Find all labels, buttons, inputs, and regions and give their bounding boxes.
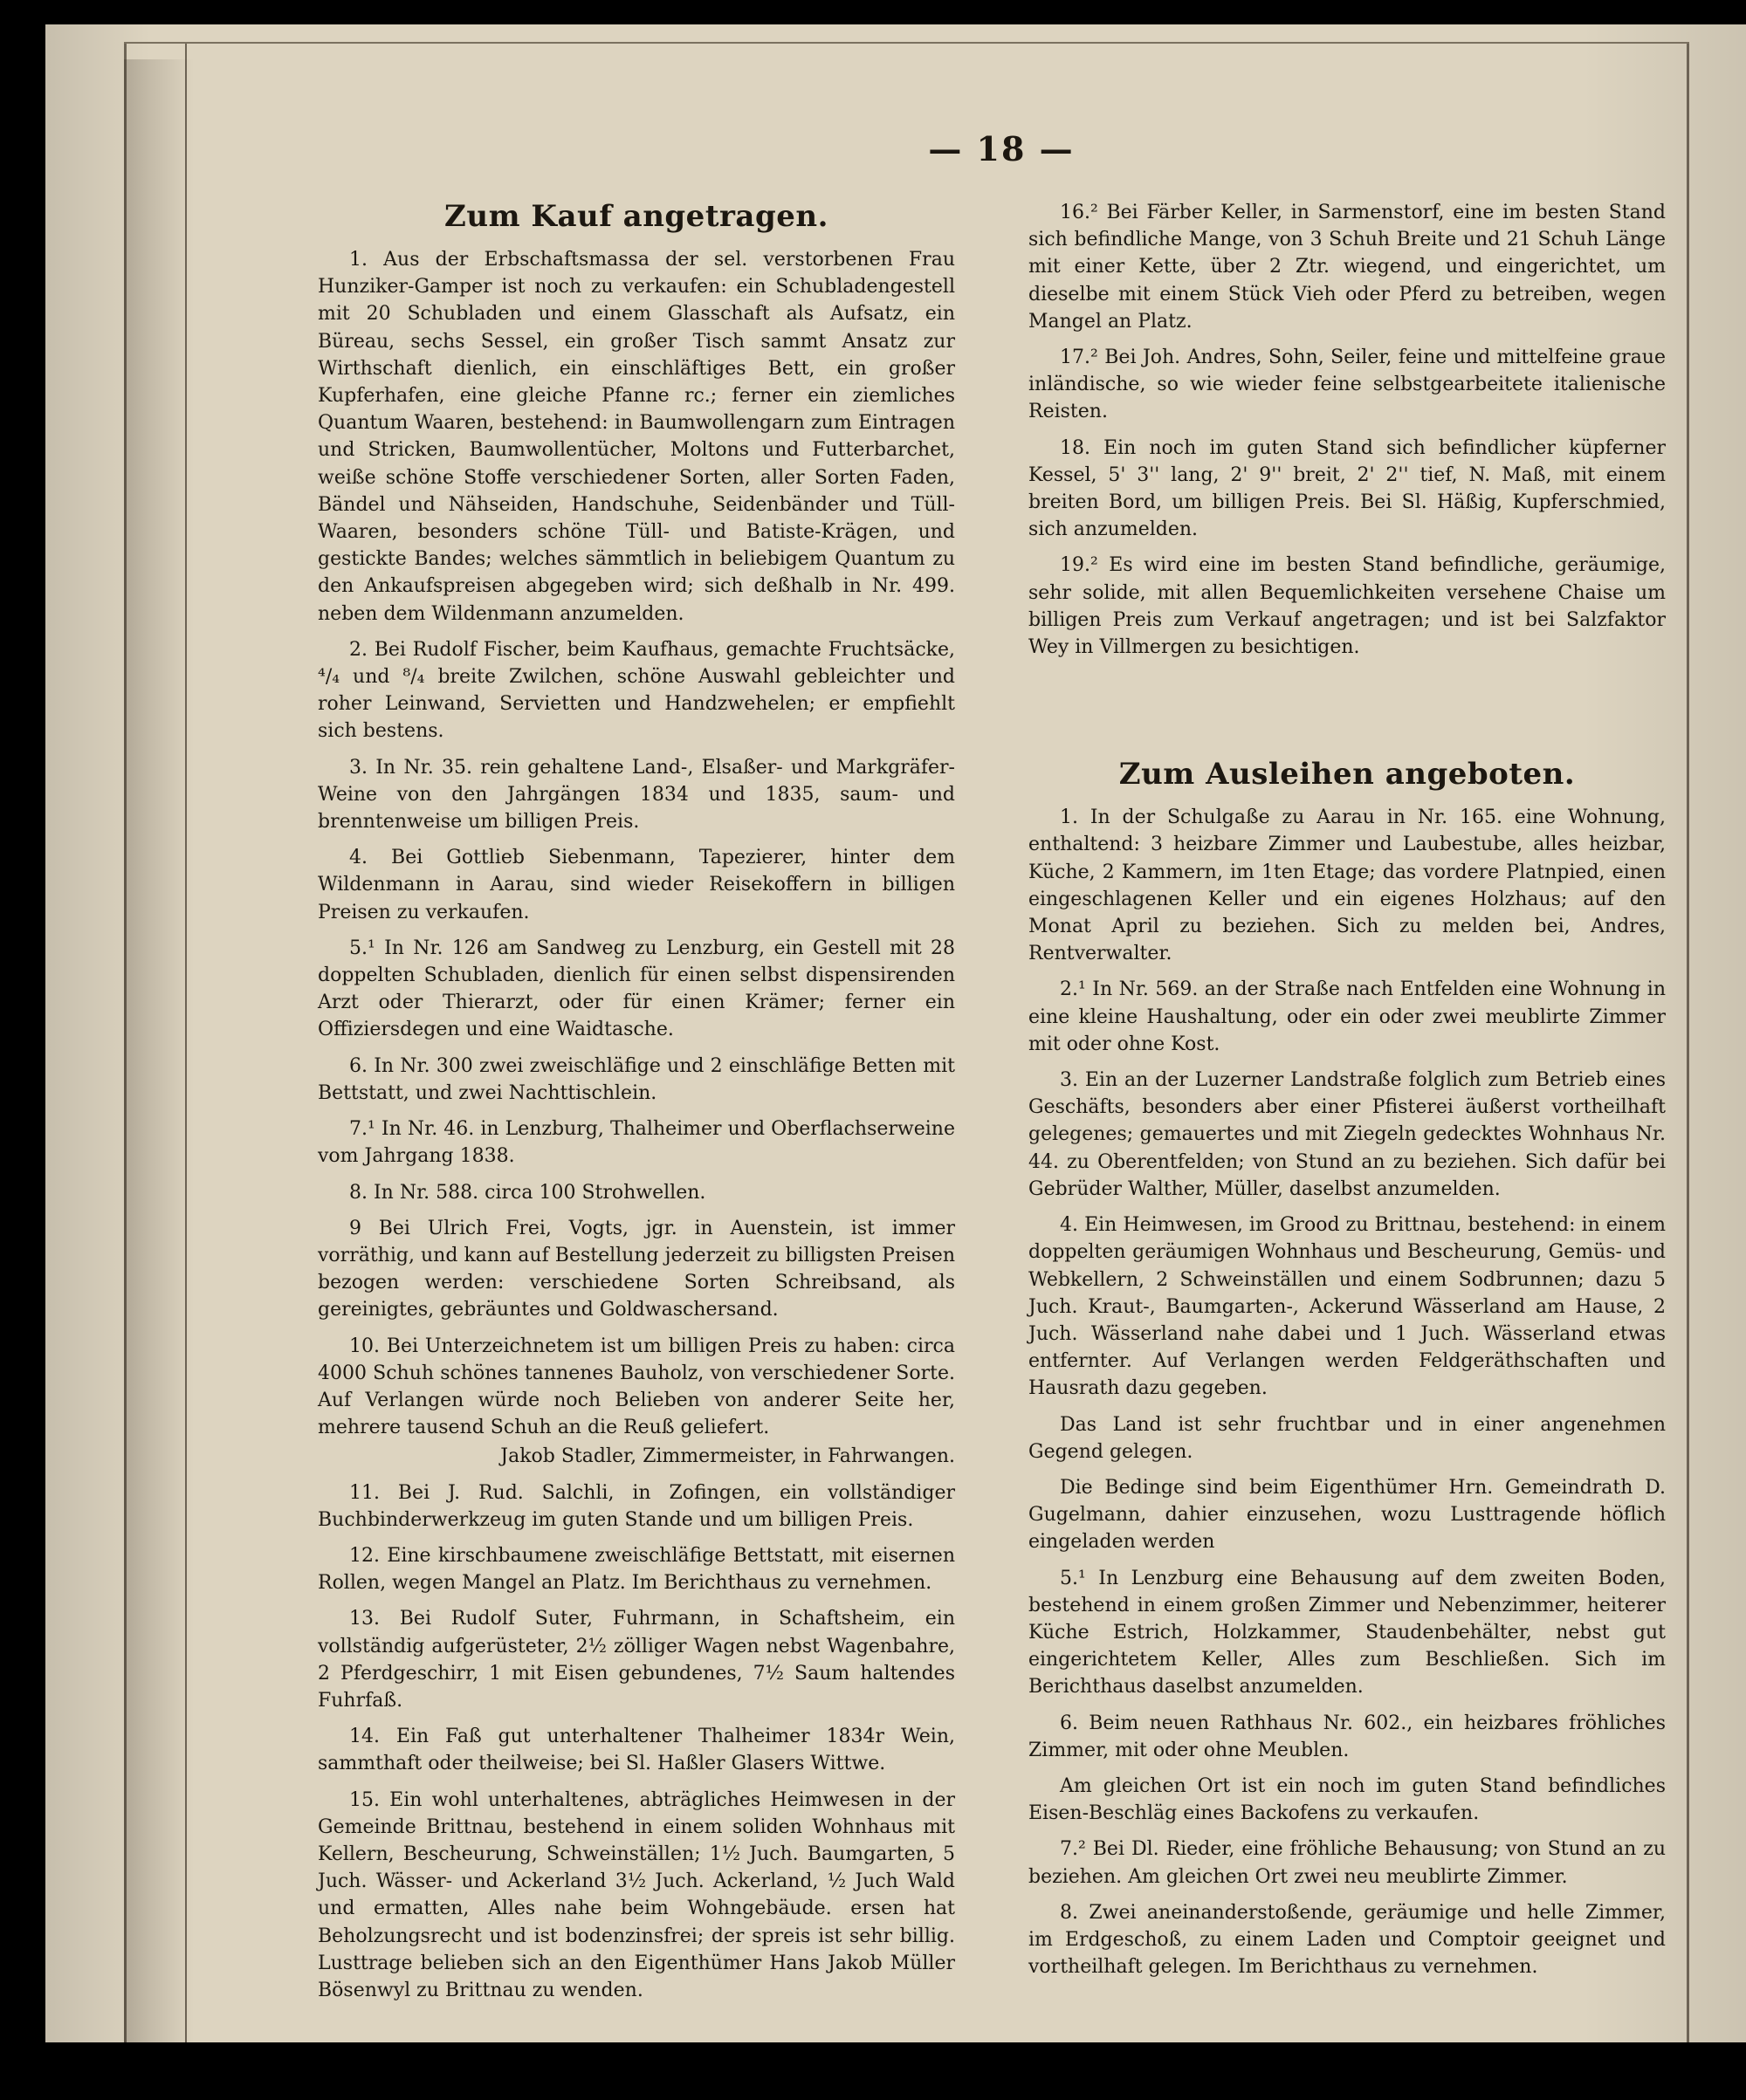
sale-entry: 15. Ein wohl unterhaltenes, abträgliches Heimwesen in der Gemeinde Brittnau, bestehend in einem soliden Wohnhaus mit Kellern, Bescheurung, Schweinställen; 1½ Juch. Baumgarten, 5 Juch. Wässer- und Ackerland 3½ Juch. Ackerland, ½ Juch Wald und ermatten, Alles nahe beim Wohngebäude. ersen hat Beholzungsrecht und ist bodenzinsfrei; der spreis ist sehr billig. Lusttrage belieben sich an den Eigenthümer Hans Jakob Müller Bösenwyl zu Brittnau zu wenden. — [318, 1788, 955, 2001]
page-number: — 18 — — [928, 129, 1075, 168]
sale-entry: 1. Aus der Erbschaftsmassa der sel. verstorbenen Frau Hunziker-Gamper ist noch zu verkaufen: ein Schubladengestell mit 20 Schubladen und einem Glasschaft als Aufsatz, ein Büreau, sechs Sessel, ein großer Tisch sammt Ansatz zur Wirthschaft dienlich, ein einschläftiges Bett, ein großer Kupferhafen, eine gleiche Pfanne rc.; ferner ein ziemliches Quantum Waaren, bestehend: in Baumwollengarn zum Eintragen und Stricken, Baumwollentücher, Moltons und Futterbarchet, weiße schöne Stoffe verschiedener Sorten, aller Sorten Faden, Bändel und Nähseiden, Handschuhe, Seidenbänder und Tüll-Waaren, besonders schöne Tüll- und Batiste-Krägen, und gestickte Bandes; welches sämmtlich in beliebigem Quantum zu den Ankaufspreisen abgegeben wird; sich deßhalb in Nr. 499. neben dem Wildenmann anzumelden. — [318, 249, 955, 625]
sale-entry: 12. Eine kirschbaumene zweischläfige Bettstatt, mit eisernen Rollen, wegen Mangel an Platz. Im Berichthaus zu vernehmen. — [318, 1544, 955, 1595]
section-heading-sale: Zum Kauf angetragen. — [444, 199, 828, 234]
sale-entry: 7.¹ In Nr. 46. in Lenzburg, Thalheimer und Oberflachserweine vom Jahrgang 1838. — [318, 1118, 955, 1168]
lending-entry: Am gleichen Ort ist ein noch im guten Stand befindliches Eisen-Beschläg eines Backofens zu verkaufen. — [1028, 1774, 1666, 1825]
sale-entry: 8. In Nr. 588. circa 100 Strohwellen. — [349, 1181, 706, 1204]
lending-entry: 1. In der Schulgaße zu Aarau in Nr. 165. eine Wohnung, enthaltend: 3 heizbare Zimmer und Laubestube, alles heizbar, Küche, 2 Kammern, im 1ten Etage; das vordere Platnpied, einen eingeschlagenen Keller und ein eigenes Holzhaus; auf den Monat April zu beziehen. Sich zu melden bei, Andres, Rentverwalter. — [1028, 806, 1666, 965]
sale-entry: 2. Bei Rudolf Fischer, beim Kaufhaus, gemachte Fruchtsäcke, ⁴/₄ und ⁸/₄ breite Zwilchen, schöne Auswahl gebleichter und roher Leinwand, Servietten und Handzwehelen; er empfiehlt sich bestens. — [318, 638, 955, 743]
lending-entry: Die Bedinge sind beim Eigenthümer Hrn. Gemeindrath D. Gugelmann, dahier einzusehen, wozu Lusttragende höflich eingeladen werden — [1028, 1476, 1666, 1554]
sale-entry: 11. Bei J. Rud. Salchli, in Zofingen, ein vollständiger Buchbinderwerkzeug im guten Stande und um billigen Preis. — [318, 1481, 955, 1531]
sale-entry-signature: Jakob Stadler, Zimmermeister, in Fahrwangen. — [500, 1445, 955, 1468]
sale-entry: 5.¹ In Nr. 126 am Sandweg zu Lenzburg, ein Gestell mit 28 doppelten Schubladen, dienlich für einen selbst dispensirenden Arzt oder Thierarzt, oder für einen Krämer; ferner ein Offiziersdegen und eine Waidtasche. — [318, 937, 955, 1041]
right-column — [1028, 199, 1666, 1989]
lending-entry: 7.² Bei Dl. Rieder, eine fröhliche Behausung; von Stund an zu beziehen. Am gleichen Ort zwei neu meublirte Zimmer. — [1028, 1838, 1666, 1888]
lending-entry: 8. Zwei aneinanderstoßende, geräumige und helle Zimmer, im Erdgeschoß, zu einem Laden und Comptoir geeignet und vortheilhaft gelegen. Im Berichthaus zu vernehmen. — [1028, 1901, 1666, 1979]
newspaper-page — [45, 24, 1746, 2067]
lending-entry: 6. Beim neuen Rathhaus Nr. 602., ein heizbares fröhliches Zimmer, mit oder ohne Meublen. — [1028, 1712, 1666, 1761]
lending-entry: 2.¹ In Nr. 569. an der Straße nach Entfelden eine Wohnung in eine kleine Haushaltung, oder ein oder zwei meublirte Zimmer mit oder ohne Kost. — [1028, 978, 1666, 1055]
left-column — [318, 199, 955, 2013]
sale-entry: 9 Bei Ulrich Frei, Vogts, jgr. in Auenstein, ist immer vorräthig, und kann auf Bestellung jederzeit zu billigsten Preisen bezogen werden: verschiedene Sorten Schreibsand, als gereinigtes, gebräuntes und Goldwaschersand. — [318, 1217, 955, 1321]
sale-entry: 6. In Nr. 300 zwei zweischläfige und 2 einschläfige Betten mit Bettstatt, und zwei Nachttischlein. — [318, 1054, 955, 1104]
lending-entry: 4. Ein Heimwesen, im Grood zu Brittnau, bestehend: in einem doppelten geräumigen Wohnhaus und Bescheurung, Gemüs- und Webkellern, 2 Schweinställen und einem Sodbrunnen; dazu 5 Juch. Kraut-, Baumgarten-, Ackerund Wässerland am Hause, 2 Juch. Wässerland nahe dabei und 1 Juch. Wässerland etwas entfernter. Auf Verlangen werden Feldgeräthschaften und Hausrath dazu gegeben. — [1028, 1214, 1666, 1400]
binding-shadow — [124, 59, 194, 2067]
sale-entry: 10. Bei Unterzeichnetem ist um billigen Preis zu haben: circa 4000 Schuh schönes tannenes Bauholz, von verschiedener Sorte. Auf Verlangen würde noch Belieben von anderer Seite her, mehrere tausend Schuh an die Reuß geliefert. — [318, 1335, 955, 1439]
lending-entry: 3. Ein an der Luzerner Landstraße folglich zum Betrieb eines Geschäfts, besonders aber einer Pfisterei äußerst vortheilhaft gelegenes; gemauertes und mit Ziegeln gedecktes Wohnhaus Nr. 44. zu Oberentfelden; von Stund an zu beziehen. Sich dafür bei Gebrüder Walther, Müller, daselbst anzumelden. — [1028, 1069, 1666, 1200]
sale-entry: 4. Bei Gottlieb Siebenmann, Tapezierer, hinter dem Wildenmann in Aarau, sind wieder Reisekoffern in billigen Preisen zu verkaufen. — [318, 847, 955, 923]
section-heading-lending: Zum Ausleihen angeboten. — [1118, 757, 1576, 793]
lending-entry: Das Land ist sehr fruchtbar und in einer angenehmen Gegend gelegen. — [1028, 1413, 1666, 1463]
page-border-top — [124, 42, 1689, 44]
sale-entry: 13. Bei Rudolf Suter, Fuhrmann, in Schaftsheim, ein vollständig aufgerüsteter, 2½ zölliger Wagen nebst Wagenbahre, 2 Pferdgeschirr, 1 mit Eisen gebundenes, 7½ Saum haltendes Fuhrfaß. — [318, 1608, 955, 1712]
sale-entry: 17.² Bei Joh. Andres, Sohn, Seiler, feine und mittelfeine graue inländische, so wie wieder feine selbstgearbeitete italienische Reisten. — [1028, 347, 1666, 423]
sale-entry: 3. In Nr. 35. rein gehaltene Land-, Elsaßer- und Markgräfer-Weine von den Jahrgängen 1834 und 1835, saum- und brenntenweise um billigen Preis. — [318, 756, 955, 834]
sale-entry: 19.² Es wird eine im besten Stand befindliche, geräumige, sehr solide, mit allen Bequemlichkeiten versehene Chaise um billigen Preis zum Verkauf angetragen; und ist bei Salzfaktor Wey in Villmergen zu besichtigen. — [1028, 554, 1666, 659]
sale-entry: 18. Ein noch im guten Stand sich befindlicher küpferner Kessel, 5' 3'' lang, 2' 9'' breit, 2' 2'' tief, N. Maß, mit einem breiten Bord, um billigen Preis. Bei Sl. Häßig, Kupferschmied, sich anzumelden. — [1028, 436, 1666, 541]
sale-entry: 14. Ein Faß gut unterhaltener Thalheimer 1834r Wein, sammthaft oder theilweise; bei Sl. Haßler Glasers Wittwe. — [318, 1726, 955, 1775]
scan-bottom-border — [0, 2042, 1746, 2100]
page-border-right — [1687, 42, 1689, 2049]
sale-entry: 16.² Bei Färber Keller, in Sarmenstorf, eine im besten Stand sich befindliche Mange, von 3 Schuh Breite und 21 Schuh Länge mit einer Kette, über 2 Ztr. wiegend, und eingerichtet, um dieselbe mit einem Stück Vieh oder Pferd zu betreiben, wegen Mangel an Platz. — [1028, 202, 1666, 333]
lending-entry: 5.¹ In Lenzburg eine Behausung auf dem zweiten Boden, bestehend in einem großen Zimmer und Nebenzimmer, heiterer Küche Estrich, Holzkammer, Staudenbehälter, nebst gut eingerichtetem Keller, Alles zum Beschließen. Sich im Berichthaus daselbst anzumelden. — [1028, 1567, 1666, 1699]
